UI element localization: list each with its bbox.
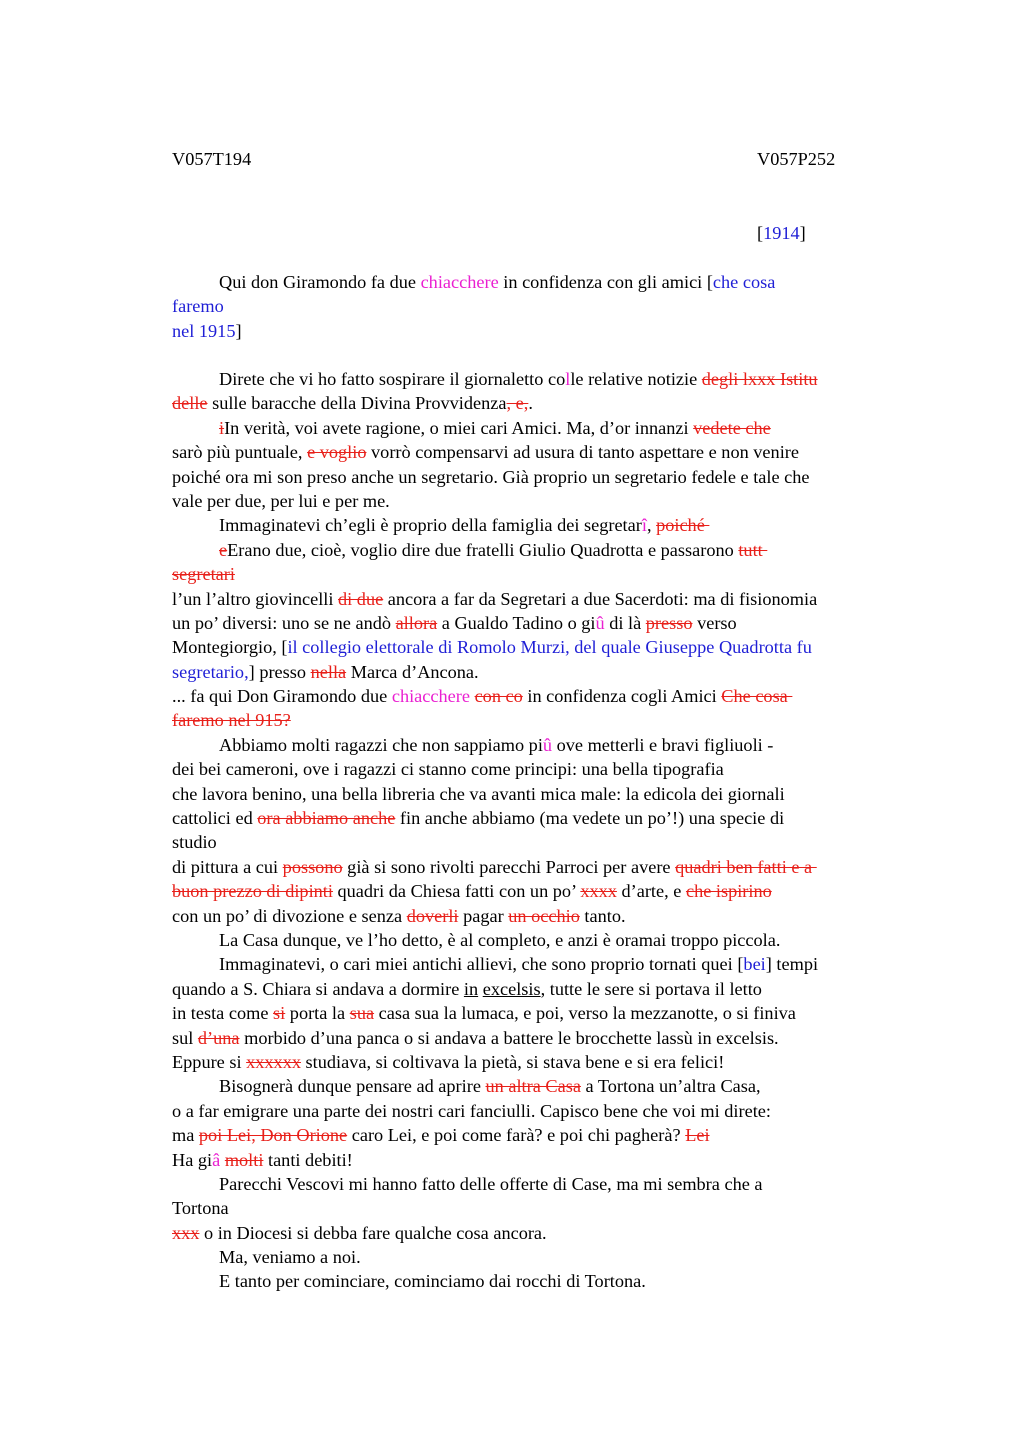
text-segment: Marca d’Ancona. xyxy=(346,661,479,682)
text-line xyxy=(172,904,912,928)
text-line xyxy=(172,319,912,343)
text-segment: Tortona xyxy=(172,1198,229,1219)
text-line xyxy=(172,1001,912,1025)
corrected-letter: û xyxy=(542,734,553,755)
text-segment: porta la xyxy=(285,1003,350,1024)
struck-text: si xyxy=(273,1003,286,1024)
text-line xyxy=(172,660,912,684)
text-line xyxy=(172,635,912,659)
text-segment: studio xyxy=(172,832,217,853)
editorial-insertion: che cosa xyxy=(712,272,776,292)
struck-text: di due xyxy=(338,588,384,609)
text-segment: dei bei cameroni, ove i ragazzi ci stanno come principi: una bella tipografia xyxy=(172,759,724,780)
text-segment: quando a S. Chiara si andava a dormire xyxy=(172,978,464,999)
struck-text: quadri ben fatti e a xyxy=(675,856,817,877)
struck-text: e voglio xyxy=(307,442,367,463)
text-line xyxy=(172,855,912,879)
text-line xyxy=(172,513,912,537)
letter-body xyxy=(172,367,912,1294)
text-segment: tanti debiti! xyxy=(263,1149,353,1170)
struck-text: i xyxy=(219,417,225,438)
text-line xyxy=(172,465,912,489)
text-segment: vorrò compensarvi ad usura di tanto aspettare e non venire xyxy=(366,442,799,463)
editorial-insertion: il collegio elettorale di Romolo Murzi, del quale Giuseppe Quadrotta fu xyxy=(287,637,812,658)
text-line xyxy=(172,587,912,611)
text-segment: che lavora benino, una bella libreria che va avanti mica male: la edicola dei giornali xyxy=(172,783,785,804)
struck-text: molti xyxy=(224,1149,264,1170)
text-segment: a Tortona un’altra Casa, xyxy=(580,1076,761,1097)
text-segment: Abbiamo molti ragazzi che non sappiamo pi xyxy=(219,734,543,755)
struck-text: xxx xyxy=(172,1222,200,1243)
text-line xyxy=(172,489,912,513)
text-segment: verso xyxy=(692,612,737,633)
text-segment: tanto. xyxy=(579,905,626,926)
text-line xyxy=(172,1148,912,1172)
underlined-text: excelsis xyxy=(482,978,541,999)
text-segment: sul xyxy=(172,1027,198,1048)
struck-text: che ispirino xyxy=(685,881,772,902)
text-segment: vale per due, per lui e per me. xyxy=(172,490,390,511)
text-line xyxy=(172,757,912,781)
text-segment: in confidenza con gli amici [ xyxy=(498,272,713,292)
date-annotation xyxy=(757,222,806,244)
corrected-letter: chiacchere xyxy=(391,686,470,707)
title-paragraph xyxy=(172,270,912,343)
text-segment: Eppure si xyxy=(172,1051,247,1072)
text-segment: con un po’ di divozione e senza xyxy=(172,905,407,926)
editorial-insertion: nel 1915 xyxy=(172,320,236,341)
struck-text: Lei xyxy=(685,1125,710,1146)
text-line xyxy=(172,611,912,635)
text-segment: ove metterli e bravi figliuoli - xyxy=(552,734,774,755)
text-segment: di là xyxy=(604,612,646,633)
struck-text: con co xyxy=(474,686,523,707)
text-segment: Immaginatevi, o cari miei antichi allievi, che sono proprio tornati quei [ xyxy=(219,954,744,975)
text-line xyxy=(172,1026,912,1050)
text-line xyxy=(172,928,912,952)
struck-text: Che cosa xyxy=(721,686,793,707)
text-segment: ancora a far da Segretari a due Sacerdoti: ma di fisionomia xyxy=(383,588,818,609)
struck-text: vedete che xyxy=(693,417,771,438)
text-line xyxy=(172,416,912,440)
text-line xyxy=(172,684,912,708)
struck-text: e xyxy=(219,539,228,560)
text-segment: le relative notizie xyxy=(570,369,702,389)
text-segment: l’un l’altro giovincelli xyxy=(172,588,339,609)
document-id-left: V057T194 xyxy=(172,149,252,169)
struck-text: poiché xyxy=(656,515,710,536)
text-segment: casa sua la lumaca, e poi, verso la mezzanotte, o si finiva xyxy=(374,1003,796,1024)
text-segment: cattolici ed xyxy=(172,808,258,829)
corrected-letter: chiacchere xyxy=(420,272,499,292)
text-segment: Montegiorgio, [ xyxy=(172,637,288,658)
corrected-letter: û xyxy=(595,612,605,633)
text-segment: Parecchi Vescovi mi hanno fatto delle offerte di Case, ma mi sembra che a xyxy=(219,1173,763,1194)
struck-text: allora xyxy=(395,612,438,633)
text-segment: fin anche abbiamo (ma vedete un po’!) una specie di xyxy=(395,808,785,829)
struck-text: sua xyxy=(349,1003,375,1024)
corrected-letter: â xyxy=(212,1149,221,1170)
text-segment: ... fa qui Don Giramondo due xyxy=(172,686,392,707)
corrected-letter: î xyxy=(641,515,647,536)
text-line xyxy=(172,1221,912,1245)
text-line xyxy=(172,1196,912,1220)
text-segment: caro Lei, e poi come farà? e poi chi pagherà? xyxy=(347,1125,686,1146)
text-segment: ] tempi xyxy=(765,954,819,975)
text-segment: Ma, veniamo a noi. xyxy=(219,1247,361,1268)
struck-text: , e, xyxy=(506,393,529,414)
struck-text: presso xyxy=(645,612,693,633)
struck-text: un altra Casa xyxy=(485,1076,581,1097)
text-segment: un po’ diversi: uno se ne andò xyxy=(172,612,396,633)
text-segment: , tutte le sere si portava il letto xyxy=(540,978,762,999)
struck-text: xxxxxx xyxy=(246,1051,301,1072)
struck-text: buon prezzo di dipinti xyxy=(172,881,333,902)
text-line xyxy=(172,1050,912,1074)
text-line xyxy=(172,952,912,976)
bracket-open: [ xyxy=(757,223,764,243)
text-segment: a Gualdo Tadino o gi xyxy=(437,612,596,633)
text-line xyxy=(172,1099,912,1123)
struck-text: xxxx xyxy=(580,881,617,902)
struck-text: delle xyxy=(172,393,208,414)
text-segment: ] presso xyxy=(248,661,311,682)
text-segment: , xyxy=(646,515,657,536)
struck-text: degli lxxx Istitu xyxy=(701,369,818,389)
text-segment: studiava, si coltivava la pietà, si stava bene e si era felici! xyxy=(300,1051,725,1072)
year-text: 1914 xyxy=(763,223,800,243)
text-segment: Immaginatevi ch’egli è proprio della famiglia dei segretar xyxy=(219,515,642,536)
struck-text: doverli xyxy=(406,905,459,926)
underlined-text: in xyxy=(463,978,479,999)
text-segment: . xyxy=(528,393,533,414)
struck-text: faremo nel 915? xyxy=(172,710,291,731)
text-line xyxy=(172,1245,912,1269)
text-segment: ma xyxy=(172,1125,199,1146)
text-segment: o in Diocesi si debba fare qualche cosa ancora. xyxy=(199,1222,547,1243)
text-segment: poiché ora mi son preso anche un segretario. Già proprio un segretario fedele e tale che xyxy=(172,466,810,487)
text-line xyxy=(172,708,912,732)
struck-text: un occhio xyxy=(508,905,580,926)
bracket-close: ] xyxy=(799,223,806,243)
editorial-insertion: faremo xyxy=(172,296,224,317)
text-line xyxy=(172,391,912,415)
text-segment: o a far emigrare una parte dei nostri cari fanciulli. Capisco bene che voi mi direte: xyxy=(172,1100,771,1121)
struck-text: nella xyxy=(310,661,347,682)
text-line xyxy=(172,733,912,757)
text-segment: sarò più puntuale, xyxy=(172,442,308,463)
corrected-letter: l xyxy=(565,369,571,389)
struck-text: poi Lei, Don Orione xyxy=(198,1125,348,1146)
struck-text: ora abbiamo anche xyxy=(257,808,396,829)
text-segment: pagar xyxy=(458,905,509,926)
text-segment: d’arte, e xyxy=(616,881,686,902)
text-segment: Bisognerà dunque pensare ad aprire xyxy=(219,1076,486,1097)
struck-text: possono xyxy=(282,856,343,877)
text-segment: Qui don Giramondo fa due xyxy=(219,272,421,292)
struck-text: segretari xyxy=(172,564,235,585)
text-segment: già si sono rivolti parecchi Parroci per avere xyxy=(342,856,676,877)
document-id-right: V057P252 xyxy=(757,149,836,169)
struck-text: d’una xyxy=(197,1027,240,1048)
text-line xyxy=(172,538,912,562)
text-segment: Direte che vi ho fatto sospirare il giornaletto co xyxy=(219,369,566,389)
text-segment: Ha gi xyxy=(172,1149,213,1170)
text-line xyxy=(172,440,912,464)
text-line xyxy=(172,806,912,830)
text-line xyxy=(172,1172,912,1196)
text-segment: ] xyxy=(235,320,242,341)
editorial-insertion: bei xyxy=(743,954,766,975)
text-segment: in testa come xyxy=(172,1003,274,1024)
text-line xyxy=(172,367,912,391)
text-segment: quadri da Chiesa fatti con un po’ xyxy=(332,881,581,902)
text-segment: La Casa dunque, ve l’ho detto, è al completo, e anzi è oramai troppo piccola. xyxy=(219,929,781,950)
text-line xyxy=(172,294,912,318)
text-segment: In verità, voi avete ragione, o miei cari Amici. Ma, d’or innanzi xyxy=(224,417,694,438)
text-segment: sulle baracche della Divina Provvidenza xyxy=(207,393,507,414)
text-line xyxy=(172,1269,912,1293)
text-segment: Erano due, cioè, voglio dire due fratelli Giulio Quadrotta e passarono xyxy=(227,539,739,560)
text-segment: morbido d’una panca o si andava a battere le brocchette lassù in excelsis. xyxy=(239,1027,779,1048)
text-line xyxy=(172,1123,912,1147)
text-line xyxy=(172,270,912,294)
struck-text: tutt xyxy=(738,539,768,560)
text-line xyxy=(172,977,912,1001)
text-segment: di pittura a cui xyxy=(172,856,283,877)
text-line xyxy=(172,830,912,854)
text-line xyxy=(172,879,912,903)
text-line xyxy=(172,1074,912,1098)
text-line xyxy=(172,782,912,806)
text-line xyxy=(172,562,912,586)
editorial-insertion: segretario, xyxy=(172,661,249,682)
text-segment: E tanto per cominciare, cominciamo dai rocchi di Tortona. xyxy=(219,1271,646,1292)
text-segment: in confidenza cogli Amici xyxy=(522,686,722,707)
